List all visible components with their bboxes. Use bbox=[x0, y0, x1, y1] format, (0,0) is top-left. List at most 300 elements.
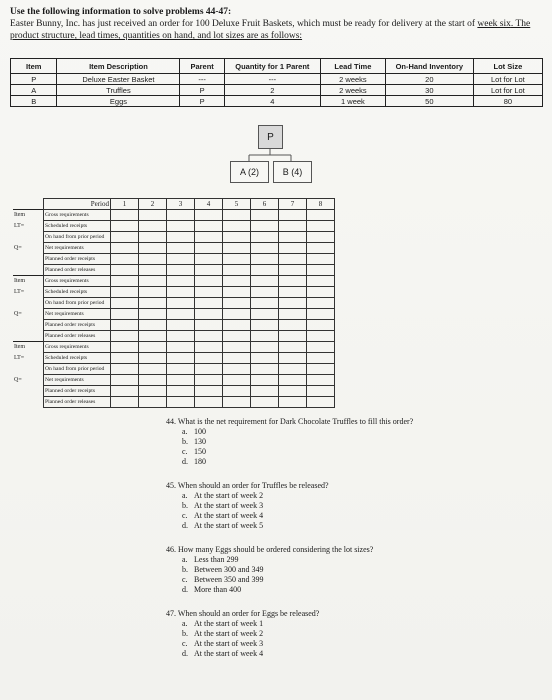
mrp-cell[interactable] bbox=[139, 309, 167, 320]
answer-letter: c. bbox=[182, 511, 188, 520]
info-cell: 80 bbox=[473, 96, 542, 107]
mrp-cell[interactable] bbox=[307, 210, 335, 221]
answer-option[interactable] bbox=[182, 555, 542, 565]
answer-option[interactable] bbox=[182, 511, 542, 521]
mrp-cell[interactable] bbox=[251, 287, 279, 298]
mrp-cell[interactable] bbox=[167, 397, 195, 408]
answer-letter: a. bbox=[182, 427, 188, 436]
mrp-side-label: Item bbox=[13, 342, 44, 353]
mrp-side-label: Item bbox=[13, 210, 44, 221]
mrp-cell[interactable] bbox=[195, 232, 223, 243]
mrp-side-label bbox=[13, 232, 44, 243]
mrp-cell[interactable] bbox=[195, 265, 223, 276]
answer-text: At the start of week 2 bbox=[194, 491, 264, 500]
mrp-cell[interactable] bbox=[195, 221, 223, 232]
mrp-cell[interactable] bbox=[307, 309, 335, 320]
answer-text: 180 bbox=[194, 457, 206, 466]
answer-text: Less than 299 bbox=[194, 555, 239, 564]
mrp-side-label bbox=[13, 298, 44, 309]
mrp-row-label: Planned order receipts bbox=[44, 320, 111, 331]
mrp-cell[interactable] bbox=[307, 375, 335, 386]
info-cell: P bbox=[180, 96, 224, 107]
tree-node-p: P bbox=[258, 125, 283, 149]
mrp-cell[interactable] bbox=[223, 298, 251, 309]
mrp-cell[interactable] bbox=[111, 232, 139, 243]
mrp-cell[interactable] bbox=[139, 397, 167, 408]
mrp-row bbox=[13, 353, 335, 364]
mrp-cell[interactable] bbox=[251, 331, 279, 342]
mrp-side-label bbox=[13, 364, 44, 375]
question-block bbox=[162, 481, 542, 531]
answer-letter: b. bbox=[182, 501, 188, 510]
info-header-lead-time: Lead Time bbox=[320, 59, 385, 74]
mrp-cell[interactable] bbox=[307, 243, 335, 254]
mrp-cell[interactable] bbox=[167, 320, 195, 331]
mrp-cell[interactable] bbox=[251, 320, 279, 331]
mrp-row-label: Planned order releases bbox=[44, 397, 111, 408]
info-cell: P bbox=[180, 85, 224, 96]
info-cell: Truffles bbox=[57, 85, 180, 96]
answer-option[interactable] bbox=[182, 619, 542, 629]
mrp-cell[interactable] bbox=[111, 397, 139, 408]
mrp-cell[interactable] bbox=[307, 221, 335, 232]
mrp-cell[interactable] bbox=[111, 331, 139, 342]
mrp-cell[interactable] bbox=[195, 276, 223, 287]
mrp-cell[interactable] bbox=[223, 287, 251, 298]
answer-text: At the start of week 4 bbox=[194, 649, 264, 658]
mrp-side-label: LT= bbox=[14, 222, 25, 229]
mrp-cell[interactable] bbox=[195, 243, 223, 254]
mrp-cell[interactable] bbox=[279, 298, 307, 309]
question-stem: 47. When should an order for Eggs be released? bbox=[166, 609, 320, 618]
mrp-cell[interactable] bbox=[279, 353, 307, 364]
mrp-cell[interactable] bbox=[139, 353, 167, 364]
mrp-row-label: On hand from prior period bbox=[44, 298, 111, 309]
mrp-row bbox=[13, 243, 335, 254]
mrp-cell[interactable] bbox=[139, 254, 167, 265]
mrp-cell[interactable] bbox=[223, 265, 251, 276]
mrp-cell[interactable] bbox=[307, 298, 335, 309]
mrp-cell[interactable] bbox=[251, 353, 279, 364]
answer-letter: d. bbox=[182, 585, 188, 594]
intro-week-six: week six bbox=[477, 19, 511, 29]
mrp-cell[interactable] bbox=[195, 287, 223, 298]
mrp-cell[interactable] bbox=[111, 210, 139, 221]
mrp-side-blank bbox=[13, 199, 44, 210]
mrp-period-number: 5 bbox=[223, 199, 251, 210]
info-cell: Eggs bbox=[57, 96, 180, 107]
mrp-cell[interactable] bbox=[279, 276, 307, 287]
mrp-side-label bbox=[13, 397, 44, 408]
answer-option[interactable] bbox=[182, 427, 542, 437]
answer-option[interactable] bbox=[182, 491, 542, 501]
mrp-cell[interactable] bbox=[111, 254, 139, 265]
mrp-cell[interactable] bbox=[167, 353, 195, 364]
mrp-cell[interactable] bbox=[111, 386, 139, 397]
mrp-cell[interactable] bbox=[111, 364, 139, 375]
mrp-cell[interactable] bbox=[279, 397, 307, 408]
mrp-cell[interactable] bbox=[279, 243, 307, 254]
info-cell: --- bbox=[224, 74, 320, 85]
info-cell: 20 bbox=[385, 74, 473, 85]
mrp-row bbox=[13, 397, 335, 408]
mrp-cell[interactable] bbox=[279, 254, 307, 265]
mrp-cell[interactable] bbox=[195, 375, 223, 386]
mrp-cell[interactable] bbox=[251, 342, 279, 353]
mrp-cell[interactable] bbox=[307, 364, 335, 375]
mrp-cell[interactable] bbox=[139, 320, 167, 331]
mrp-row-label: Planned order receipts bbox=[44, 386, 111, 397]
mrp-period-number: 1 bbox=[111, 199, 139, 210]
mrp-cell[interactable] bbox=[251, 397, 279, 408]
info-cell: --- bbox=[180, 74, 224, 85]
answer-option[interactable] bbox=[182, 575, 542, 585]
mrp-cell[interactable] bbox=[195, 397, 223, 408]
mrp-cell[interactable] bbox=[279, 386, 307, 397]
mrp-row-label: Planned order releases bbox=[44, 265, 111, 276]
mrp-row bbox=[13, 276, 335, 287]
mrp-cell[interactable] bbox=[223, 232, 251, 243]
mrp-cell[interactable] bbox=[223, 210, 251, 221]
answer-option[interactable] bbox=[182, 447, 542, 457]
mrp-row bbox=[13, 320, 335, 331]
intro-body-line2: . The product structure, lead times, quantities on hand, and lot sizes are as follows: bbox=[10, 19, 531, 41]
mrp-cell[interactable] bbox=[167, 331, 195, 342]
mrp-row-label: On hand from prior period bbox=[44, 232, 111, 243]
mrp-cell[interactable] bbox=[223, 364, 251, 375]
answer-letter: b. bbox=[182, 565, 188, 574]
answer-text: At the start of week 4 bbox=[194, 511, 264, 520]
mrp-cell[interactable] bbox=[139, 298, 167, 309]
answer-text: At the start of week 3 bbox=[194, 639, 264, 648]
mrp-cell[interactable] bbox=[111, 221, 139, 232]
mrp-row-label: Gross requirements bbox=[44, 342, 111, 353]
mrp-row bbox=[13, 375, 335, 386]
mrp-row-label: Gross requirements bbox=[44, 210, 111, 221]
mrp-cell[interactable] bbox=[223, 309, 251, 320]
info-cell: P bbox=[11, 74, 57, 85]
mrp-cell[interactable] bbox=[307, 276, 335, 287]
answer-text: At the start of week 2 bbox=[194, 629, 264, 638]
mrp-row bbox=[13, 287, 335, 298]
info-cell: 2 weeks bbox=[320, 85, 385, 96]
mrp-cell[interactable] bbox=[139, 342, 167, 353]
mrp-cell[interactable] bbox=[195, 320, 223, 331]
mrp-cell[interactable] bbox=[167, 276, 195, 287]
mrp-row-label: Scheduled receipts bbox=[44, 221, 111, 232]
mrp-side-label: LT= bbox=[14, 354, 25, 361]
answer-letter: a. bbox=[182, 619, 188, 628]
mrp-cell[interactable] bbox=[279, 221, 307, 232]
mrp-side-label: Item bbox=[13, 276, 44, 287]
mrp-side-label: LT= bbox=[14, 288, 25, 295]
answer-option[interactable] bbox=[182, 437, 542, 447]
mrp-cell[interactable] bbox=[139, 210, 167, 221]
mrp-cell[interactable] bbox=[251, 364, 279, 375]
mrp-row bbox=[13, 364, 335, 375]
mrp-cell[interactable] bbox=[279, 320, 307, 331]
answer-option[interactable] bbox=[182, 585, 542, 595]
mrp-row bbox=[13, 309, 335, 320]
mrp-cell[interactable] bbox=[139, 265, 167, 276]
mrp-cell[interactable] bbox=[251, 298, 279, 309]
question-stem: 46. How many Eggs should be ordered considering the lot sizes? bbox=[166, 545, 374, 554]
mrp-cell[interactable] bbox=[139, 232, 167, 243]
answer-letter: a. bbox=[182, 491, 188, 500]
mrp-cell[interactable] bbox=[251, 254, 279, 265]
info-cell: 50 bbox=[385, 96, 473, 107]
info-header-description: Item Description bbox=[57, 59, 180, 74]
mrp-cell[interactable] bbox=[223, 331, 251, 342]
mrp-cell[interactable] bbox=[251, 232, 279, 243]
mrp-row bbox=[13, 386, 335, 397]
mrp-row-label: On hand from prior period bbox=[44, 364, 111, 375]
info-cell: 2 bbox=[224, 85, 320, 96]
mrp-cell[interactable] bbox=[223, 397, 251, 408]
mrp-cell[interactable] bbox=[251, 210, 279, 221]
mrp-cell[interactable] bbox=[139, 221, 167, 232]
mrp-cell[interactable] bbox=[307, 320, 335, 331]
intro-body-line1: Easter Bunny, Inc. has just received an order for 100 Deluxe Fruit Baskets, which must be ready for delivery at the start of bbox=[10, 19, 476, 29]
mrp-cell[interactable] bbox=[139, 243, 167, 254]
mrp-cell[interactable] bbox=[167, 210, 195, 221]
mrp-cell[interactable] bbox=[251, 243, 279, 254]
answer-letter: d. bbox=[182, 457, 188, 466]
mrp-cell[interactable] bbox=[279, 364, 307, 375]
mrp-cell[interactable] bbox=[223, 386, 251, 397]
mrp-cell[interactable] bbox=[279, 309, 307, 320]
questions-section bbox=[162, 417, 542, 673]
mrp-cell[interactable] bbox=[111, 375, 139, 386]
info-cell: 2 weeks bbox=[320, 74, 385, 85]
mrp-side-label bbox=[13, 331, 44, 342]
mrp-cell[interactable] bbox=[111, 298, 139, 309]
answer-text: At the start of week 1 bbox=[194, 619, 264, 628]
mrp-cell[interactable] bbox=[279, 287, 307, 298]
answer-option[interactable] bbox=[182, 649, 542, 659]
mrp-side-label bbox=[13, 254, 44, 265]
mrp-cell[interactable] bbox=[167, 243, 195, 254]
mrp-cell[interactable] bbox=[167, 254, 195, 265]
info-header-item: Item bbox=[11, 59, 57, 74]
mrp-cell[interactable] bbox=[195, 353, 223, 364]
mrp-cell[interactable] bbox=[111, 243, 139, 254]
mrp-cell[interactable] bbox=[307, 353, 335, 364]
mrp-cell[interactable] bbox=[111, 287, 139, 298]
mrp-cell[interactable] bbox=[139, 276, 167, 287]
mrp-side-label bbox=[13, 386, 44, 397]
question-stem: 45. When should an order for Truffles be released? bbox=[166, 481, 329, 490]
mrp-row bbox=[13, 265, 335, 276]
info-cell: A bbox=[11, 85, 57, 96]
mrp-cell[interactable] bbox=[167, 265, 195, 276]
mrp-cell[interactable] bbox=[279, 232, 307, 243]
answer-option[interactable] bbox=[182, 501, 542, 511]
answer-text: Between 300 and 349 bbox=[194, 565, 264, 574]
mrp-cell[interactable] bbox=[307, 265, 335, 276]
mrp-cell[interactable] bbox=[251, 221, 279, 232]
mrp-cell[interactable] bbox=[111, 320, 139, 331]
answer-text: 150 bbox=[194, 447, 206, 456]
info-header-lot-size: Lot Size bbox=[473, 59, 542, 74]
mrp-row-label: Gross requirements bbox=[44, 276, 111, 287]
mrp-period-label: Period bbox=[44, 199, 111, 210]
mrp-cell[interactable] bbox=[139, 386, 167, 397]
answer-letter: c. bbox=[182, 447, 188, 456]
mrp-cell[interactable] bbox=[139, 364, 167, 375]
mrp-cell[interactable] bbox=[111, 265, 139, 276]
mrp-period-row bbox=[13, 199, 335, 210]
mrp-row bbox=[13, 210, 335, 221]
mrp-cell[interactable] bbox=[307, 386, 335, 397]
answer-text: 100 bbox=[194, 427, 206, 436]
mrp-cell[interactable] bbox=[167, 386, 195, 397]
mrp-cell[interactable] bbox=[111, 353, 139, 364]
mrp-row bbox=[13, 232, 335, 243]
answer-option[interactable] bbox=[182, 457, 542, 467]
mrp-cell[interactable] bbox=[307, 232, 335, 243]
mrp-cell[interactable] bbox=[195, 210, 223, 221]
mrp-cell[interactable] bbox=[251, 309, 279, 320]
answer-letter: c. bbox=[182, 639, 188, 648]
question-block bbox=[162, 417, 542, 467]
mrp-cell[interactable] bbox=[195, 331, 223, 342]
mrp-cell[interactable] bbox=[279, 210, 307, 221]
mrp-cell[interactable] bbox=[139, 287, 167, 298]
answer-text: At the start of week 5 bbox=[194, 521, 264, 530]
mrp-cell[interactable] bbox=[279, 342, 307, 353]
answer-option[interactable] bbox=[182, 639, 542, 649]
mrp-row-label: Net requirements bbox=[44, 243, 111, 254]
mrp-row-label: Planned order receipts bbox=[44, 254, 111, 265]
mrp-row-label: Planned order releases bbox=[44, 331, 111, 342]
info-cell: B bbox=[11, 96, 57, 107]
info-header-quantity: Quantity for 1 Parent bbox=[224, 59, 320, 74]
info-cell: 4 bbox=[224, 96, 320, 107]
mrp-cell[interactable] bbox=[307, 331, 335, 342]
info-cell: 1 week bbox=[320, 96, 385, 107]
mrp-cell[interactable] bbox=[195, 254, 223, 265]
mrp-side-label: Q= bbox=[14, 244, 22, 251]
mrp-side-label: Q= bbox=[14, 310, 22, 317]
question-stem: 44. What is the net requirement for Dark Chocolate Truffles to fill this order? bbox=[166, 417, 414, 426]
mrp-side-label bbox=[13, 320, 44, 331]
mrp-cell[interactable] bbox=[279, 375, 307, 386]
answer-text: More than 400 bbox=[194, 585, 242, 594]
answer-letter: b. bbox=[182, 629, 188, 638]
mrp-cell[interactable] bbox=[195, 309, 223, 320]
info-header-on-hand: On-Hand Inventory bbox=[385, 59, 473, 74]
mrp-cell[interactable] bbox=[307, 397, 335, 408]
mrp-row-label: Scheduled receipts bbox=[44, 353, 111, 364]
answer-option[interactable] bbox=[182, 629, 542, 639]
intro-title: Use the following information to solve problems 44-47: bbox=[10, 7, 232, 17]
mrp-cell[interactable] bbox=[195, 386, 223, 397]
mrp-period-number: 8 bbox=[307, 199, 335, 210]
mrp-cell[interactable] bbox=[223, 320, 251, 331]
mrp-cell[interactable] bbox=[223, 221, 251, 232]
mrp-cell[interactable] bbox=[223, 243, 251, 254]
mrp-period-number: 2 bbox=[139, 199, 167, 210]
answer-letter: d. bbox=[182, 521, 188, 530]
mrp-cell[interactable] bbox=[167, 221, 195, 232]
mrp-cell[interactable] bbox=[167, 342, 195, 353]
answer-letter: b. bbox=[182, 437, 188, 446]
answer-option[interactable] bbox=[182, 521, 542, 531]
mrp-cell[interactable] bbox=[307, 342, 335, 353]
mrp-cell[interactable] bbox=[111, 276, 139, 287]
mrp-cell[interactable] bbox=[251, 265, 279, 276]
info-cell: Deluxe Easter Basket bbox=[57, 74, 180, 85]
mrp-cell[interactable] bbox=[167, 287, 195, 298]
mrp-row bbox=[13, 298, 335, 309]
mrp-cell[interactable] bbox=[111, 309, 139, 320]
mrp-period-number: 4 bbox=[195, 199, 223, 210]
mrp-cell[interactable] bbox=[251, 386, 279, 397]
mrp-row bbox=[13, 254, 335, 265]
mrp-cell[interactable] bbox=[251, 375, 279, 386]
answer-letter: d. bbox=[182, 649, 188, 658]
mrp-cell[interactable] bbox=[139, 375, 167, 386]
mrp-side-label: Q= bbox=[14, 376, 22, 383]
mrp-cell[interactable] bbox=[307, 287, 335, 298]
mrp-side-label bbox=[13, 265, 44, 276]
answer-letter: a. bbox=[182, 555, 188, 564]
mrp-cell[interactable] bbox=[111, 342, 139, 353]
mrp-row-label: Net requirements bbox=[44, 375, 111, 386]
mrp-cell[interactable] bbox=[279, 265, 307, 276]
mrp-row bbox=[13, 221, 335, 232]
mrp-cell[interactable] bbox=[167, 232, 195, 243]
mrp-period-number: 6 bbox=[251, 199, 279, 210]
mrp-cell[interactable] bbox=[167, 309, 195, 320]
question-block bbox=[162, 609, 542, 659]
info-cell: Lot for Lot bbox=[473, 85, 542, 96]
mrp-cell[interactable] bbox=[251, 276, 279, 287]
mrp-cell[interactable] bbox=[167, 298, 195, 309]
mrp-cell[interactable] bbox=[223, 375, 251, 386]
answer-letter: c. bbox=[182, 575, 188, 584]
tree-node-a: A (2) bbox=[230, 161, 269, 183]
mrp-cell[interactable] bbox=[167, 364, 195, 375]
mrp-cell[interactable] bbox=[307, 254, 335, 265]
mrp-cell[interactable] bbox=[195, 364, 223, 375]
answer-option[interactable] bbox=[182, 565, 542, 575]
mrp-row-label: Net requirements bbox=[44, 309, 111, 320]
mrp-cell[interactable] bbox=[195, 298, 223, 309]
mrp-worksheet-grid bbox=[13, 198, 335, 408]
mrp-row bbox=[13, 342, 335, 353]
mrp-cell[interactable] bbox=[223, 276, 251, 287]
question-block bbox=[162, 545, 542, 595]
mrp-period-number: 3 bbox=[167, 199, 195, 210]
mrp-cell[interactable] bbox=[279, 331, 307, 342]
info-header-parent: Parent bbox=[180, 59, 224, 74]
info-cell: Lot for Lot bbox=[473, 74, 542, 85]
mrp-cell[interactable] bbox=[223, 254, 251, 265]
mrp-cell[interactable] bbox=[139, 331, 167, 342]
mrp-row bbox=[13, 331, 335, 342]
answer-text: Between 350 and 399 bbox=[194, 575, 264, 584]
tree-node-b: B (4) bbox=[273, 161, 312, 183]
info-cell: 30 bbox=[385, 85, 473, 96]
mrp-cell[interactable] bbox=[223, 353, 251, 364]
mrp-row-label: Scheduled receipts bbox=[44, 287, 111, 298]
mrp-cell[interactable] bbox=[223, 342, 251, 353]
mrp-cell[interactable] bbox=[167, 375, 195, 386]
mrp-cell[interactable] bbox=[195, 342, 223, 353]
answer-text: At the start of week 3 bbox=[194, 501, 264, 510]
